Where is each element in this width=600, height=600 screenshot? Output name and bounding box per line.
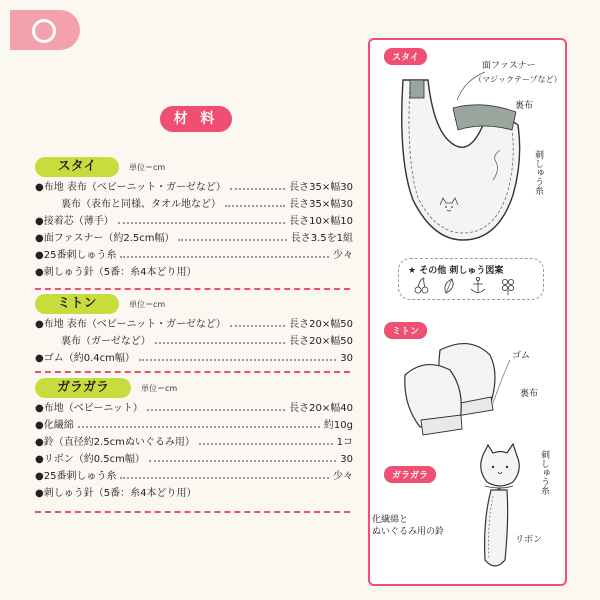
cherry-icon bbox=[415, 278, 428, 293]
anchor-icon bbox=[471, 277, 485, 293]
section-title: スタイ bbox=[35, 157, 119, 177]
material-quantity: 長さ35×幅30 bbox=[289, 182, 353, 193]
leader-dots bbox=[78, 418, 320, 428]
material-quantity: 少々 bbox=[333, 471, 353, 482]
material-label: ●刺しゅう針（5番：糸4本どり用） bbox=[35, 488, 197, 499]
item-list bbox=[35, 400, 353, 502]
fastener-note: （マジックテープなど） bbox=[474, 75, 562, 84]
mitten-elastic-label: ゴム bbox=[512, 351, 531, 361]
material-quantity: 長さ35×幅30 bbox=[289, 199, 353, 210]
leader-dots bbox=[139, 351, 336, 361]
material-item bbox=[35, 247, 353, 264]
mitten-lining-label: 裏布 bbox=[520, 389, 539, 399]
rattle-cat-head bbox=[481, 444, 520, 486]
fastener-label: 面ファスナー bbox=[482, 61, 536, 71]
material-item bbox=[35, 468, 353, 485]
material-quantity: 長さ20×幅40 bbox=[289, 403, 353, 414]
sutai-thread-label: 刺しゅう糸 bbox=[533, 150, 543, 195]
unit-label: 単位＝cm bbox=[129, 163, 166, 172]
material-item bbox=[35, 400, 353, 417]
item-list bbox=[35, 316, 353, 367]
cat-eye-icon bbox=[506, 466, 508, 468]
material-label: ●面ファスナー（約2.5cm幅） bbox=[35, 233, 175, 244]
leader-dots bbox=[230, 180, 285, 190]
material-label: ●鈴（直径約2.5cmぬいぐるみ用） bbox=[35, 437, 195, 448]
section-garagara bbox=[35, 378, 353, 502]
leaf-icon bbox=[445, 279, 453, 293]
section-header bbox=[35, 157, 353, 179]
material-item bbox=[35, 264, 353, 281]
sutai-tag: スタイ bbox=[384, 48, 427, 65]
material-label: ●布地 表布（ベビーニット・ガーゼなど） bbox=[35, 319, 226, 330]
unit-label: 単位＝cm bbox=[129, 300, 166, 309]
material-item bbox=[35, 434, 353, 451]
leader-dots bbox=[118, 214, 285, 224]
material-item bbox=[35, 451, 353, 468]
mitten-illustration bbox=[395, 335, 525, 445]
rattle-handle bbox=[485, 490, 508, 566]
fastener-patch bbox=[410, 80, 424, 98]
material-quantity: 1コ bbox=[336, 437, 353, 448]
material-label: ●布地（ベビーニット） bbox=[35, 403, 143, 414]
material-label: 裏布（ガーゼなど） bbox=[61, 336, 151, 347]
elastic-pointer bbox=[493, 360, 510, 403]
sutai-lining-label: 裏布 bbox=[515, 101, 534, 111]
flower-icon bbox=[502, 279, 513, 295]
material-label: ●ゴム（約0.4cm幅） bbox=[35, 353, 135, 364]
material-label: ●刺しゅう針（5番：糸4本どり用） bbox=[35, 267, 197, 278]
garagara-ribbon-label: リボン bbox=[515, 535, 543, 545]
leader-dots bbox=[155, 334, 285, 344]
unit-label: 単位＝cm bbox=[141, 384, 178, 393]
section-divider bbox=[35, 511, 350, 513]
section-title: ミトン bbox=[35, 294, 119, 314]
material-label: ●25番刺しゅう糸 bbox=[35, 250, 117, 261]
material-item bbox=[35, 350, 353, 367]
leader-dots bbox=[230, 317, 285, 327]
section-mitten bbox=[35, 294, 353, 367]
material-quantity: 長さ3.5を1組 bbox=[290, 233, 353, 244]
item-list bbox=[35, 179, 353, 281]
material-label: ●接着芯（薄手） bbox=[35, 216, 114, 227]
motif-icons bbox=[408, 276, 532, 296]
material-item bbox=[35, 230, 353, 247]
section-header bbox=[35, 378, 353, 400]
material-quantity: 長さ20×幅50 bbox=[289, 319, 353, 330]
cat-eye-icon bbox=[492, 466, 494, 468]
section-sutai bbox=[35, 157, 353, 281]
material-quantity: 30 bbox=[340, 353, 353, 364]
material-item bbox=[35, 213, 353, 230]
material-label: 裏布（表布と同様、タオル地など） bbox=[61, 199, 221, 210]
material-label: ●布地 表布（ベビーニット・ガーゼなど） bbox=[35, 182, 226, 193]
material-item bbox=[35, 485, 353, 502]
leader-dots bbox=[225, 197, 285, 207]
material-item bbox=[35, 333, 353, 350]
section-divider bbox=[35, 371, 350, 373]
material-quantity: 少々 bbox=[333, 250, 353, 261]
material-item bbox=[35, 196, 353, 213]
material-label: ●25番刺しゅう糸 bbox=[35, 471, 117, 482]
leader-dots bbox=[120, 248, 329, 258]
corner-ring-icon bbox=[10, 10, 80, 50]
fastener-pointer bbox=[455, 70, 495, 110]
leader-dots bbox=[149, 452, 336, 462]
materials-title: 材 料 bbox=[160, 106, 232, 132]
leader-dots bbox=[120, 469, 329, 479]
material-item bbox=[35, 316, 353, 333]
leader-dots bbox=[178, 231, 286, 241]
leader-dots bbox=[147, 401, 285, 411]
garagara-tag: ガラガラ bbox=[384, 466, 436, 483]
material-item bbox=[35, 179, 353, 196]
section-divider bbox=[35, 288, 350, 290]
material-label: ●化繊綿 bbox=[35, 420, 74, 431]
section-title: ガラガラ bbox=[35, 378, 131, 398]
material-item bbox=[35, 417, 353, 434]
garagara-thread-label: 刺しゅう糸 bbox=[539, 450, 549, 495]
material-label: ●リボン（約0.5cm幅） bbox=[35, 454, 145, 465]
leader-dots bbox=[199, 435, 333, 445]
section-header bbox=[35, 294, 353, 316]
garagara-stuffing-label: 化繊綿と ぬいぐるみ用の鈴 bbox=[372, 515, 445, 537]
material-quantity: 長さ20×幅50 bbox=[289, 336, 353, 347]
rattle-illustration bbox=[455, 440, 535, 580]
material-quantity: 30 bbox=[340, 454, 353, 465]
motif-title: ★ その他 刺しゅう図案 bbox=[408, 266, 504, 276]
mitten-tag: ミトン bbox=[384, 322, 427, 339]
material-quantity: 約10g bbox=[323, 420, 353, 431]
material-quantity: 長さ10×幅10 bbox=[289, 216, 353, 227]
